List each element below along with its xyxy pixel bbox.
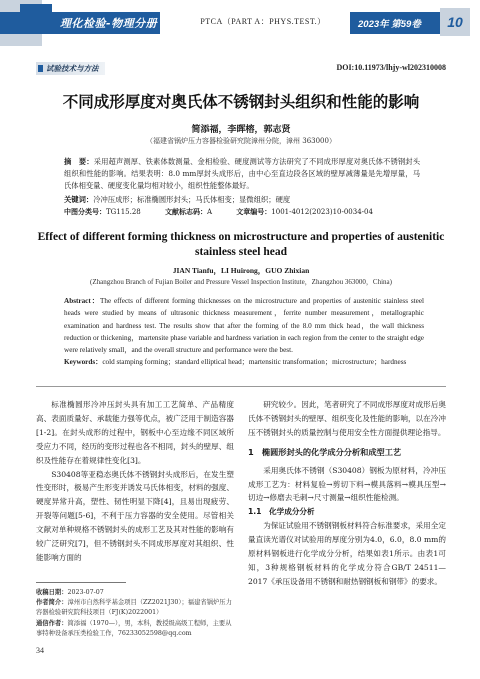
corr-label: 通信作者：	[36, 619, 68, 627]
corr-value: 简添福（1970—），男，本科，教授级高级工程师，主要从事特种设备承压类检验工作，76233052598@qq.com	[36, 619, 232, 637]
classification-row	[64, 207, 420, 217]
subsection-heading: 1.1 化学成分分析	[248, 507, 315, 517]
column-tag: 试验技术与方法	[36, 62, 105, 75]
received-value: 2023-07-07	[67, 589, 104, 596]
body-column-left	[36, 398, 234, 565]
footnotes	[36, 588, 234, 639]
journal-name-cn: 理化检验-物理分册	[60, 17, 158, 30]
body-paragraph: 研究较少。因此，笔者研究了不同成形厚度对成形后奥氏体不锈钢封头的壁厚、组织变化及性能的影响，以在冷冲压不锈钢封头的质量控制与使用安全性方面提供理论指导。	[248, 400, 446, 437]
abstract-en-label: Abstract：	[64, 297, 100, 305]
clc-label: 中图分类号：	[64, 208, 106, 216]
keywords-cn	[64, 194, 420, 205]
footnote-received	[36, 588, 234, 598]
journal-name-en: PTCA（PART A：PHYS.TEST.）	[200, 17, 326, 26]
section-divider	[36, 386, 446, 387]
article-no-label: 文章编号：	[236, 208, 272, 216]
body-paragraph: S30408等亚稳态奥氏体不锈钢封头成形后，在发生塑性变形时，极易产生形变并诱发马氏体相变，材料的强度、硬度异常升高，塑性、韧性明显下降[4]，且易出现疲劳、开裂等问题[5-6]，不利于压力容器的安全使用。尽管相关文献对单种规格不锈钢封头的成形工艺及其对性能的影响有较广泛研究[7]，但不锈钢封头不同成形厚度对其组织、性能影响方面的	[36, 469, 234, 562]
section-heading: 1 椭圆形封头的化学成分分析和成型工艺	[248, 446, 402, 457]
body-paragraph: 为保证试验用不锈钢钢板材料符合标准要求，采用全定量直读光谱仪对试验用的厚度分别为4.0，6.0，8.0 mm的原材料钢板进行化学成分分析，结果如表1所示。由表1可知，3种规格钢板材料的化学成分符合GB/T 24511—2017《承压设备用不锈钢和耐热钢钢板和钢带》的要求。	[248, 521, 446, 586]
abstract-en	[64, 295, 424, 356]
abstract-cn-label: 摘 要：	[64, 157, 94, 166]
abstract-cn-text: 采用超声测厚、铁素体数测量、金相检验、硬度测试等方法研究了不同成形厚度对奥氏体不锈钢封头组织和性能的影响。结果表明：8.0 mm厚封头成形后，由中心至直边段各区域的壁厚减薄量是先增厚量，马氏体相变量、硬度变化量均相对较小，组织性能整体最好。	[64, 157, 421, 190]
article-no-value: 1001-4012(2023)10-0034-04	[271, 208, 373, 216]
article-meta	[36, 62, 446, 76]
keywords-cn-text: 冷冲压成形；标准椭圆形封头；马氏体相变；显微组织；硬度	[93, 195, 291, 204]
journal-header	[0, 0, 480, 46]
clc-value: TG115.28	[106, 208, 141, 216]
footnote-corresponding	[36, 619, 234, 639]
title-cn: 不同成形厚度对奥氏体不锈钢封头组织和性能的影响	[62, 93, 420, 111]
authors-cn: 简添福，李晖榕，郭志贤	[191, 125, 291, 135]
footnote-funding	[36, 598, 234, 618]
doc-code-label: 文献标志码：	[165, 208, 207, 216]
author-info-label: 作者简介：	[36, 599, 68, 607]
affiliation-cn: （福建省锅炉压力容器检验研究院漳州分院，漳州 363000）	[146, 137, 336, 145]
body-column-right	[248, 398, 446, 589]
keywords-en	[64, 356, 424, 368]
doc-code-value: A	[207, 208, 213, 216]
author-info-value: 漳州市自然科学基金项目（ZZ2021J30）；福建省锅炉压力容器检验研究院科技项目（FJ(K)2022001）	[36, 599, 232, 617]
page-number: 34	[36, 646, 44, 655]
body-paragraph: 标准椭圆形冷冲压封头具有加工工艺简单、产品精度高、表面质量好、承载能力强等优点，被广泛用于制造容器[1-2]。在封头成形的过程中，钢板中心至边缘不同区域所受应力不同，经历的变形过程也各不相同，封头的壁厚、组织及性能存在着规律性变化[3]。	[36, 400, 234, 465]
title-en: Effect of different forming thickness on microstructure and properties of austenitic stainless steel head	[37, 231, 445, 258]
keywords-en-text: cold stamping forming；standard elliptical head；martensitic transformation；microstructure；hardness	[102, 358, 407, 366]
keywords-en-label: Keywords：	[64, 358, 103, 366]
affiliation-en: (Zhangzhou Branch of Fujian Boiler and Pressure Vessel Inspection Institute，Zhangzhou 363000，China)	[90, 278, 392, 286]
header-tab-decoration-2	[20, 4, 52, 26]
abstract-cn	[64, 156, 420, 192]
abstract-en-text: The effects of different forming thicknesses on the microstructure and properties of austenitic stainless steel heads were studied by means of ultrasonic thickness measurement，ferrite number measurement，metallographic examination and hardness test. The results show that after the forming of the 8.0 mm thick head，the wall thickness reduction or thickening，martensite phase variable and hardness variation in each region from the center to the straight edge were relatively small，and the overall structure and performance were the best.	[64, 297, 425, 355]
body-paragraph: 采用奥氏体不锈钢（S30408）钢板为原材料，冷冲压成形工艺为：材料复验→剪切下料→模具落料→模具压型→切边→修磨去毛刺→尺寸测量→组织性能检测。	[248, 465, 446, 503]
keywords-cn-label: 关键词：	[64, 195, 94, 204]
issue-number: 10	[440, 8, 470, 36]
authors-en: JIAN Tianfu，LI Huirong，GUO Zhixian	[172, 266, 310, 275]
doi: DOI:10.11973/lhjy-wl202310008	[336, 63, 446, 72]
footnote-rule	[36, 582, 126, 583]
received-label: 收稿日期：	[36, 589, 68, 596]
issue-label: 2023年 第59卷	[358, 19, 421, 30]
